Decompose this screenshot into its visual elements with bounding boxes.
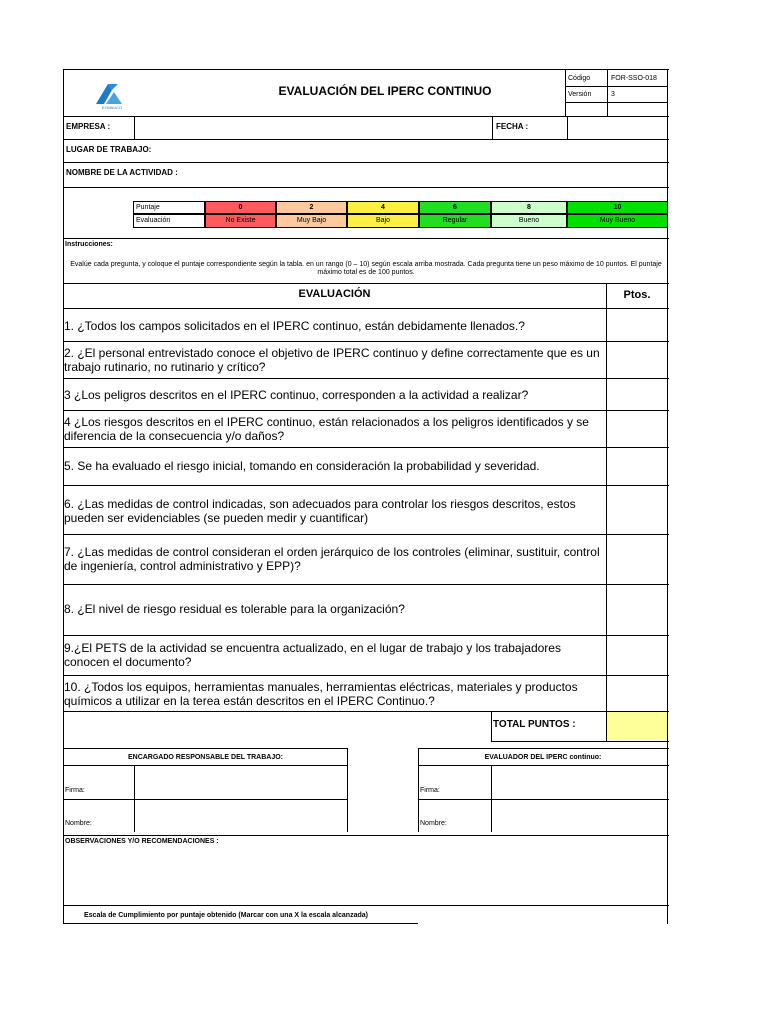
question-2: 2. ¿El personal entrevistado conoce el objetivo de IPERC continuo y define correctamente que es un trabajo rutinario, no rutinario y crítico? xyxy=(64,346,600,374)
question-5: 5. Se ha evaluado el riesgo inicial, tomando en consideración la probabilidad y severidad. xyxy=(64,459,540,473)
left-firma-field[interactable] xyxy=(135,766,346,799)
actividad-label: NOMBRE DE LA ACTIVIDAD : xyxy=(66,168,178,177)
score-input-6[interactable] xyxy=(607,486,667,534)
right-signature-title: EVALUADOR DEL IPERC continuo: xyxy=(484,754,602,761)
score-input-10[interactable] xyxy=(607,676,667,711)
scale-score-4: 4 xyxy=(347,201,419,214)
score-input-7[interactable] xyxy=(607,535,667,584)
score-input-5[interactable] xyxy=(607,448,667,485)
question-4: 4 ¿Los riesgos descritos en el IPERC continuo, están relacionados a los peligros identificados y se diferencia de la consecuencia y/o daños? xyxy=(64,415,589,443)
scale-label-4: Bajo xyxy=(347,214,419,228)
evaluation-header: EVALUACIÓN xyxy=(298,288,371,300)
logo-text: EYMAUCO xyxy=(101,105,123,110)
right-nombre-field[interactable] xyxy=(492,800,666,832)
scale-evaluacion-label: Evaluación xyxy=(133,214,205,228)
scale-score-6: 6 xyxy=(419,201,491,214)
lugar-label: LUGAR DE TRABAJO: xyxy=(66,145,152,154)
scale-label-2: Muy Bajo xyxy=(276,214,347,228)
question-8: 8. ¿El nivel de riesgo residual es tolerable para la organización? xyxy=(64,602,405,616)
scale-puntaje-label: Puntaje xyxy=(133,201,205,214)
scale-score-0: 0 xyxy=(205,201,276,214)
score-input-2[interactable] xyxy=(607,342,667,378)
score-input-3[interactable] xyxy=(607,379,667,410)
codigo-value: FOR-SSO-018 xyxy=(611,75,657,82)
question-1: 1. ¿Todos los campos solicitados en el IPERC continuo, están debidamente llenados.? xyxy=(64,319,525,333)
instructions-text: Evalúe cada pregunta, y coloque el puntaje correspondiente según la tabla. en un rango (0 – 10) según escala arriba mostrada. Cada pregunta tiene un peso máximo de 10 puntos. El puntaje máximo total es de 100 puntos. xyxy=(70,261,662,276)
question-6: 6. ¿Las medidas de control indicadas, son adecuados para controlar los riesgos descritos, estos pueden ser evidenciables (se pueden medir y cuantificar) xyxy=(64,497,576,525)
scale-label-8: Bueno xyxy=(491,214,567,228)
empresa-label: EMPRESA : xyxy=(66,122,111,131)
left-nombre-field[interactable] xyxy=(135,800,346,832)
total-label: TOTAL PUNTOS : xyxy=(493,719,576,730)
left-nombre-label: Nombre: xyxy=(65,820,92,827)
question-10: 10. ¿Todos los equipos, herramientas manuales, herramientas eléctricas, materiales y productos químicos a utilizar en la terea están descritos en el IPERC Continuo.? xyxy=(64,680,578,708)
observations-field[interactable] xyxy=(64,848,666,904)
observations-label: OBSERVACIONES Y/O RECOMENDACIONES : xyxy=(65,838,219,845)
scale-score-2: 2 xyxy=(276,201,347,214)
points-header: Ptos. xyxy=(623,289,651,301)
scale-label-0: No Existe xyxy=(205,214,276,228)
scale-table xyxy=(133,201,670,228)
empresa-field[interactable] xyxy=(135,117,491,138)
version-value: 3 xyxy=(611,91,615,98)
scale-label-6: Regular xyxy=(419,214,491,228)
right-firma-label: Firma: xyxy=(420,787,440,794)
left-firma-label: Firma: xyxy=(65,787,85,794)
footer-scale-text: Escala de Cumplimiento por puntaje obtenido (Marcar con una X la escala alcanzada) xyxy=(84,912,368,919)
right-firma-field[interactable] xyxy=(492,766,666,799)
version-label: Versión xyxy=(568,91,592,98)
company-logo xyxy=(88,78,132,112)
question-9: 9.¿El PETS de la actividad se encuentra actualizado, en el lugar de trabajo y los trabajadores conocen el documento? xyxy=(64,641,561,669)
fecha-label: FECHA : xyxy=(496,122,529,131)
left-signature-title: ENCARGADO RESPONSABLE DEL TRABAJO: xyxy=(127,754,284,761)
question-3: 3 ¿Los peligros descritos en el IPERC continuo, corresponden a la actividad a realizar? xyxy=(64,388,529,402)
score-input-8[interactable] xyxy=(607,585,667,635)
codigo-label: Código xyxy=(568,75,591,82)
question-7: 7. ¿Las medidas de control consideran el orden jerárquico de los controles (eliminar, sustituir, control de ingeniería, control administrativo y EPP)? xyxy=(64,545,600,573)
total-points-field[interactable] xyxy=(607,712,667,740)
scale-score-10: 10 xyxy=(567,201,668,214)
scale-score-8: 8 xyxy=(491,201,567,214)
fecha-field[interactable] xyxy=(568,117,666,138)
score-input-9[interactable] xyxy=(607,636,667,675)
score-input-4[interactable] xyxy=(607,411,667,447)
right-nombre-label: Nombre: xyxy=(420,820,447,827)
instructions-label: Instrucciones: xyxy=(65,241,113,248)
document-title: EVALUACIÓN DEL IPERC CONTINUO xyxy=(278,84,492,98)
scale-label-10: Muy Bueno xyxy=(567,214,668,228)
score-input-1[interactable] xyxy=(607,309,667,341)
